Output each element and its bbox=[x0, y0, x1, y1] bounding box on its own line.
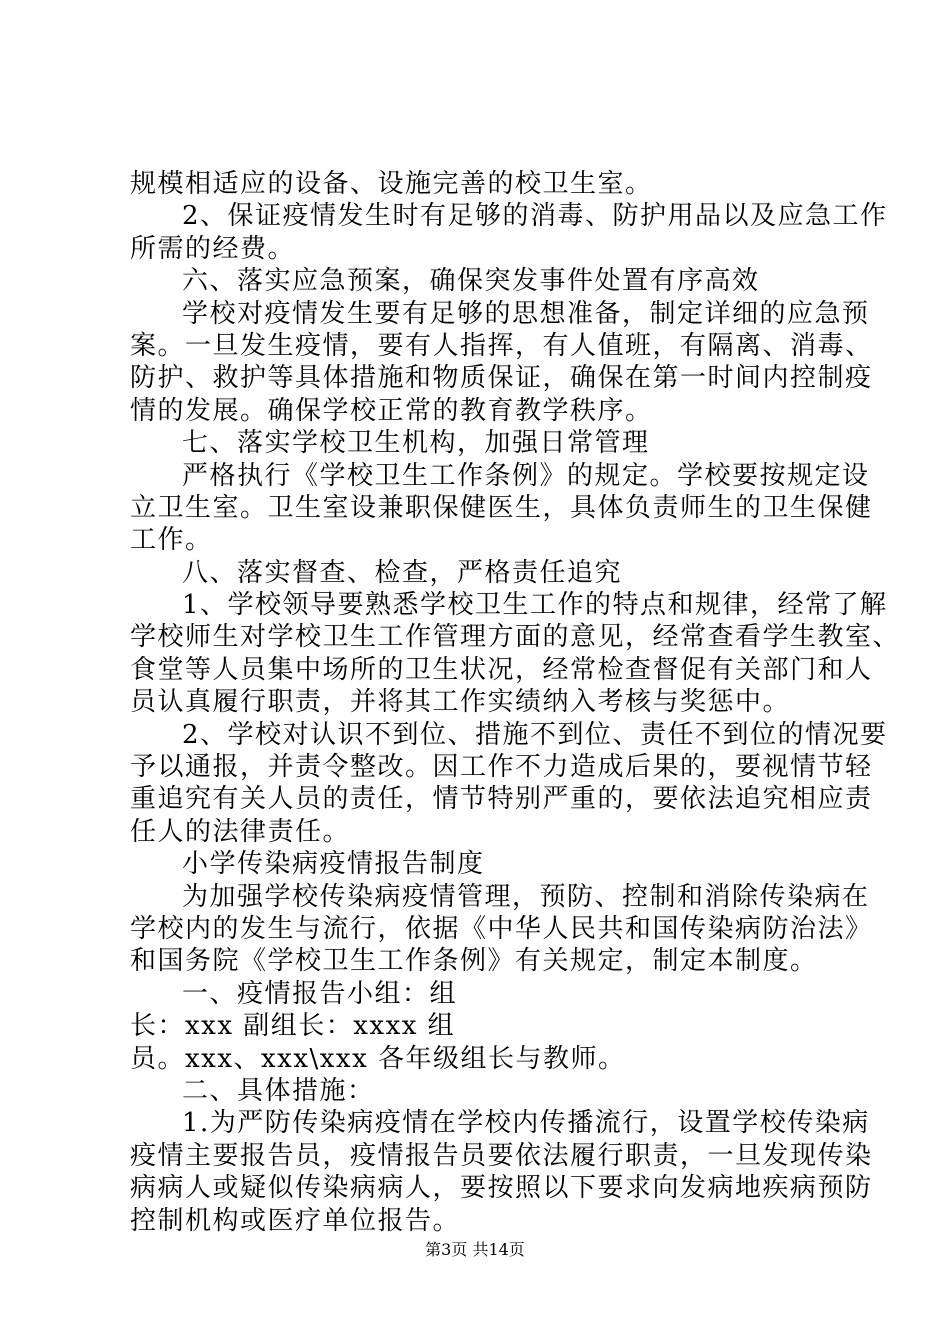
text-line: 员认真履行职责，并将其工作实绩纳入考核与奖惩中。 bbox=[130, 687, 791, 718]
text-line: 学校师生对学校卫生工作管理方面的意见，经常查看学生教室、 bbox=[130, 622, 901, 653]
text-line: 疫情主要报告员，疫情报告员要依法履行职责，一旦发现传染 bbox=[130, 1140, 873, 1171]
text-line: 予以通报，并责令整改。因工作不力造成后果的，要视情节轻 bbox=[130, 752, 873, 783]
text-line: 立卫生室。卫生室设兼职保健医生，具体负责师生的卫生保健 bbox=[130, 492, 873, 523]
document-body bbox=[130, 168, 901, 1237]
section-heading: 一、疫情报告小组：组 bbox=[182, 978, 458, 1009]
text-line: 工作。 bbox=[130, 525, 213, 556]
text-line: 1、学校领导要熟悉学校卫生工作的特点和规律，经常了解 bbox=[182, 590, 888, 621]
text-line: 重追究有关人员的责任，情节特别严重的，要依法追究相应责 bbox=[130, 784, 873, 815]
section-heading: 二、具体措施： bbox=[182, 1075, 375, 1106]
text-line: 食堂等人员集中场所的卫生状况，经常检查督促有关部门和人 bbox=[130, 654, 873, 685]
text-line: 学校对疫情发生要有足够的思想准备，制定详细的应急预 bbox=[182, 298, 870, 329]
text-line: 规模相适应的设备、设施完善的校卫生室。 bbox=[130, 169, 653, 199]
text-line: 案。一旦发生疫情，要有人指挥，有人值班，有隔离、消毒、 bbox=[130, 330, 873, 361]
text-line: 病病人或疑似传染病病人，要按照以下要求向发病地疾病预防 bbox=[130, 1173, 873, 1204]
text-line: 防护、救护等具体措施和物质保证，确保在第一时间内控制疫 bbox=[130, 363, 873, 394]
text-line: 严格执行《学校卫生工作条例》的规定。学校要按规定设 bbox=[182, 460, 870, 491]
text-line: 学校内的发生与流行，依据《中华人民共和国传染病防治法》 bbox=[130, 913, 873, 944]
text-line: 和国务院《学校卫生工作条例》有关规定，制定本制度。 bbox=[130, 946, 818, 977]
text-line: 为加强学校传染病疫情管理，预防、控制和消除传染病在 bbox=[182, 881, 870, 912]
text-line: 1.为严防传染病疫情在学校内传播流行，设置学校传染病 bbox=[182, 1108, 870, 1139]
document-title: 小学传染病疫情报告制度 bbox=[182, 849, 485, 880]
section-heading: 八、落实督查、检查，严格责任追究 bbox=[182, 557, 623, 588]
section-heading: 六、落实应急预案，确保突发事件处置有序高效 bbox=[182, 266, 760, 297]
section-heading: 七、落实学校卫生机构，加强日常管理 bbox=[182, 428, 650, 459]
text-line: 2、保证疫情发生时有足够的消毒、防护用品以及应急工作 bbox=[182, 201, 888, 232]
page-footer: 第3页 共14页 bbox=[425, 1240, 525, 1259]
text-line: 员。xxx、xxx\xxx 各年级组长与教师。 bbox=[130, 1043, 626, 1074]
text-line: 2、学校对认识不到位、措施不到位、责任不到位的情况要 bbox=[182, 719, 888, 750]
text-line: 任人的法律责任。 bbox=[130, 816, 351, 847]
text-line: 长：xxx 副组长：xxxx 组 bbox=[130, 1011, 456, 1042]
text-line: 控制机构或医疗单位报告。 bbox=[130, 1205, 461, 1236]
text-line: 情的发展。确保学校正常的教育教学秩序。 bbox=[130, 395, 653, 426]
text-line: 所需的经费。 bbox=[130, 233, 296, 264]
